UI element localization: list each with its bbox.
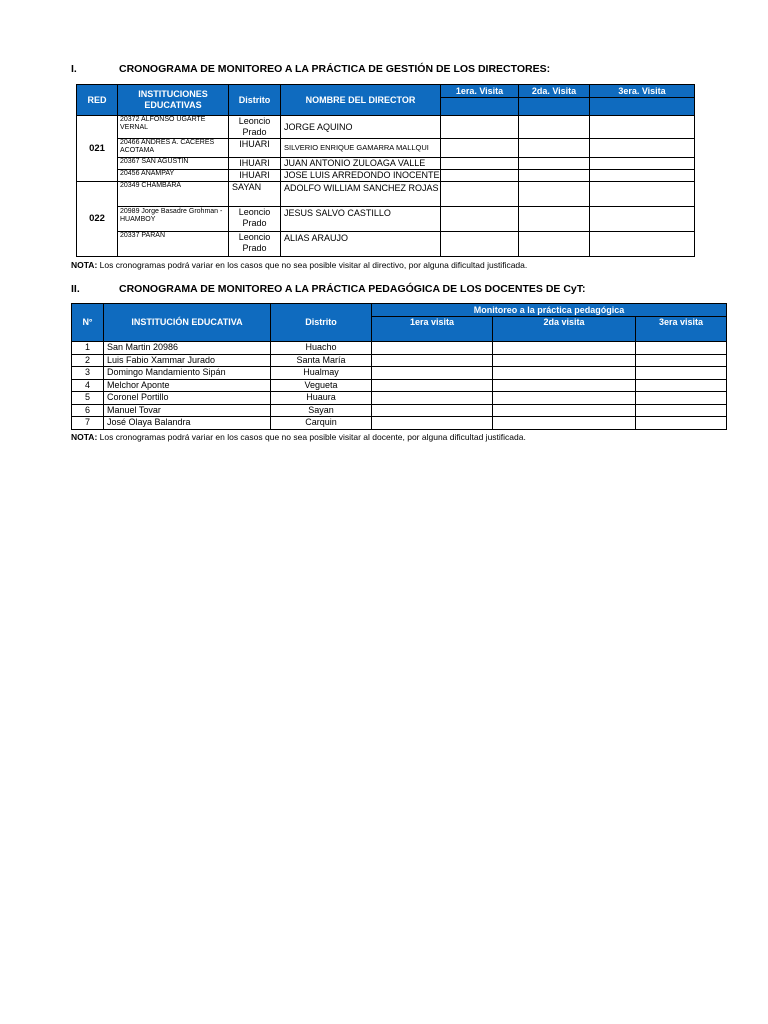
visit-cell[interactable]: [372, 392, 493, 405]
visit-cell[interactable]: [441, 158, 519, 170]
table-row: [72, 417, 727, 430]
header-visit-3: 3era visita: [636, 317, 727, 342]
director-cell: JOSE LUIS ARREDONDO INOCENTE: [281, 170, 441, 182]
note-text: Los cronogramas podrá variar en los casos que no sea posible visitar al directivo, por alguna dificultad justificada.: [97, 260, 528, 270]
row-number: 3: [72, 367, 104, 380]
visit-cell[interactable]: [519, 116, 590, 139]
section1-title: CRONOGRAMA DE MONITOREO A LA PRÁCTICA DE GESTIÓN DE LOS DIRECTORES:: [119, 63, 551, 75]
institution-cell: Coronel Portillo: [104, 392, 271, 405]
district-cell: Leoncio Prado: [229, 116, 281, 139]
visit-cell[interactable]: [372, 367, 493, 380]
table-row: [72, 404, 727, 417]
institution-cell: 20367 SAN AGUSTIN: [118, 158, 229, 170]
institution-cell: Luis Fabio Xammar Jurado: [104, 354, 271, 367]
visit-cell[interactable]: [636, 342, 727, 355]
visit-cell[interactable]: [493, 404, 636, 417]
row-number: 5: [72, 392, 104, 405]
visit-cell[interactable]: [590, 139, 695, 158]
header-visit-3: 3era. Visita: [590, 85, 695, 98]
header-distrito: Distrito: [229, 85, 281, 116]
visit-cell[interactable]: [519, 170, 590, 182]
institution-cell: San Martin 20986: [104, 342, 271, 355]
director-cell: ADOLFO WILLIAM SANCHEZ ROJAS: [281, 182, 441, 207]
visit-cell[interactable]: [590, 182, 695, 207]
row-number: 7: [72, 417, 104, 430]
header-visit-1-sub: [441, 98, 519, 116]
header-n: N°: [72, 304, 104, 342]
section1-note: [71, 260, 527, 270]
visit-cell[interactable]: [519, 207, 590, 232]
institution-cell: Manuel Tovar: [104, 404, 271, 417]
institution-cell: José Olaya Balandra: [104, 417, 271, 430]
visit-cell[interactable]: [636, 367, 727, 380]
table-row: [77, 207, 695, 232]
visit-cell[interactable]: [372, 379, 493, 392]
institution-cell: 20349 CHAMBARA: [118, 182, 229, 207]
visit-cell[interactable]: [493, 417, 636, 430]
district-cell: IHUARI: [229, 158, 281, 170]
note-label: NOTA:: [71, 260, 98, 270]
table-row: [77, 170, 695, 182]
table-row: [77, 116, 695, 139]
table-row: [77, 182, 695, 207]
visit-cell[interactable]: [493, 342, 636, 355]
district-cell: Huaura: [271, 392, 372, 405]
visit-cell[interactable]: [372, 417, 493, 430]
teachers-schedule-table: [71, 303, 727, 430]
note-label: NOTA:: [71, 432, 98, 442]
red-cell: 022: [77, 182, 118, 257]
header-director: NOMBRE DEL DIRECTOR: [281, 85, 441, 116]
visit-cell[interactable]: [519, 139, 590, 158]
visit-cell[interactable]: [441, 232, 519, 257]
header-instituciones: INSTITUCIONES EDUCATIVAS: [118, 85, 229, 116]
table-row: [72, 367, 727, 380]
visit-cell[interactable]: [441, 170, 519, 182]
district-cell: Vegueta: [271, 379, 372, 392]
institution-cell: 20372 ALFONSO UGARTE VERNAL: [118, 116, 229, 139]
visit-cell[interactable]: [636, 354, 727, 367]
institution-cell: 20989 Jorge Basadre Grohman - HUAMBOY: [118, 207, 229, 232]
district-cell: SAYAN: [229, 182, 281, 207]
table-row: [72, 392, 727, 405]
district-cell: Hualmay: [271, 367, 372, 380]
visit-cell[interactable]: [590, 158, 695, 170]
visit-cell[interactable]: [441, 182, 519, 207]
district-cell: Leoncio Prado: [229, 207, 281, 232]
header-visit-1: 1era visita: [372, 317, 493, 342]
visit-cell[interactable]: [441, 139, 519, 158]
visit-cell[interactable]: [372, 354, 493, 367]
section2-title: CRONOGRAMA DE MONITOREO A LA PRÁCTICA PEDAGÓGICA DE LOS DOCENTES DE CyT:: [119, 283, 586, 295]
visit-cell[interactable]: [636, 379, 727, 392]
visit-cell[interactable]: [493, 379, 636, 392]
table-row: [77, 139, 695, 158]
header-distrito: Distrito: [271, 304, 372, 342]
header-red: RED: [77, 85, 118, 116]
table-row: [77, 158, 695, 170]
district-cell: Leoncio Prado: [229, 232, 281, 257]
visit-cell[interactable]: [372, 404, 493, 417]
red-cell: 021: [77, 116, 118, 182]
table-row: [72, 354, 727, 367]
district-cell: Huacho: [271, 342, 372, 355]
visit-cell[interactable]: [590, 232, 695, 257]
section2-note: [71, 432, 526, 442]
table-row: [72, 379, 727, 392]
header-monitoreo: Monitoreo a la práctica pedagógica: [372, 304, 727, 317]
header-visit-3-sub: [590, 98, 695, 116]
director-cell: ALIAS ARAUJO: [281, 232, 441, 257]
district-cell: Santa María: [271, 354, 372, 367]
directors-schedule-table: [76, 84, 695, 257]
visit-cell[interactable]: [372, 342, 493, 355]
visit-cell[interactable]: [590, 207, 695, 232]
table-row: [72, 342, 727, 355]
visit-cell[interactable]: [493, 354, 636, 367]
visit-cell[interactable]: [493, 392, 636, 405]
section2-number: II.: [71, 283, 80, 295]
visit-cell[interactable]: [519, 232, 590, 257]
row-number: 1: [72, 342, 104, 355]
director-cell: JESUS SALVO CASTILLO: [281, 207, 441, 232]
institution-cell: 20466 ANDRES A. CACERES ACOTAMA: [118, 139, 229, 158]
visit-cell[interactable]: [590, 116, 695, 139]
visit-cell[interactable]: [519, 158, 590, 170]
district-cell: Sayan: [271, 404, 372, 417]
director-cell: JORGE AQUINO: [281, 116, 441, 139]
director-cell: JUAN ANTONIO ZULOAGA VALLE: [281, 158, 441, 170]
visit-cell[interactable]: [636, 404, 727, 417]
visit-cell[interactable]: [493, 367, 636, 380]
visit-cell[interactable]: [441, 207, 519, 232]
visit-cell[interactable]: [636, 417, 727, 430]
institution-cell: Melchor Aponte: [104, 379, 271, 392]
institution-cell: Domingo Mandamiento Sipán: [104, 367, 271, 380]
table-row: [77, 232, 695, 257]
visit-cell[interactable]: [636, 392, 727, 405]
header-visit-2-sub: [519, 98, 590, 116]
header-visit-2: 2da visita: [493, 317, 636, 342]
row-number: 2: [72, 354, 104, 367]
district-cell: Carquin: [271, 417, 372, 430]
header-visit-2: 2da. Visita: [519, 85, 590, 98]
header-visit-1: 1era. Visita: [441, 85, 519, 98]
institution-cell: 20337 PARAN: [118, 232, 229, 257]
note-text: Los cronogramas podrá variar en los casos que no sea posible visitar al docente, por alguna dificultad justificada.: [97, 432, 526, 442]
row-number: 6: [72, 404, 104, 417]
institution-cell: 20456 AÑAMPAY: [118, 170, 229, 182]
district-cell: IHUARI: [229, 139, 281, 158]
visit-cell[interactable]: [441, 116, 519, 139]
director-cell: SILVERIO ENRIQUE GAMARRA MALLQUI: [281, 139, 441, 158]
district-cell: IHUARI: [229, 170, 281, 182]
header-institucion: INSTITUCIÓN EDUCATIVA: [104, 304, 271, 342]
visit-cell[interactable]: [590, 170, 695, 182]
visit-cell[interactable]: [519, 182, 590, 207]
section1-number: I.: [71, 63, 77, 75]
row-number: 4: [72, 379, 104, 392]
